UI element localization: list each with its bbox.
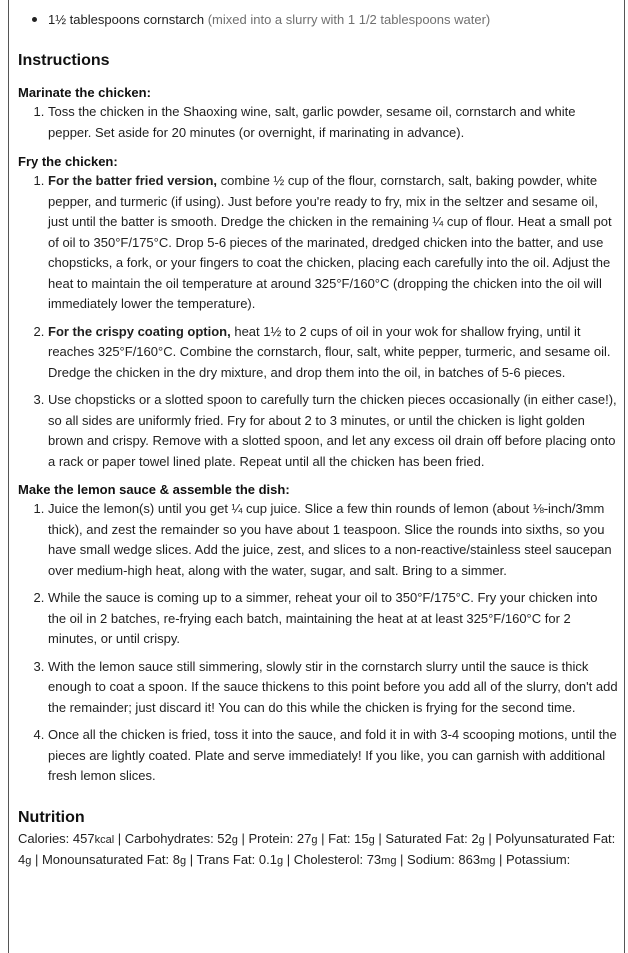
nutrition-unit: g [311,833,318,846]
nutrition-value: 4 [18,852,26,867]
right-border [624,0,625,953]
nutrition-value: 73 [366,852,382,867]
nutrition-label: Potassium: [505,852,571,867]
instruction-group-title: Marinate the chicken: [18,85,151,100]
instruction-step [48,102,618,143]
nutrition-label: Monounsaturated Fat: [41,852,173,867]
instruction-groups [18,83,618,787]
step-text: heat 1½ to 2 cups of oil in your wok for shallow frying, until it reaches 325°F/160°C. Combine the cornstarch, flour, salt, white pepper, turmeric, and sesame oil. Dredge the chicken in the dry mixture, and drop them into the oil, in batches of 5-6 pieces. [48,323,611,380]
nutrition-unit: mg [480,855,496,867]
nutrition-unit: g [25,855,32,867]
nutrition-value: 863 [458,852,481,867]
ingredient-text: 1½ tablespoons cornstarch [48,12,205,27]
step-lead: For the batter fried version, [48,173,218,188]
instruction-step [48,322,618,384]
nutrition-unit: kcal [94,833,115,846]
nutrition-label: Calories: [18,830,73,846]
nutrition-unit: g [276,855,284,867]
step-lead: For the crispy coating option, [48,323,231,339]
instruction-step [48,588,618,650]
step-text: combine ½ cup of the flour, cornstarch, salt, baking powder, white pepper, and turmeric (if using). Just before you're ready to fry, mix in the seltzer and sesame oil, just until the batter is smooth. Dredge the chicken in the remaining ¼ cup of flour. Heat a small pot of oil to 350°F/175°C. Drop 5-6 pieces of the marinated, dredged chicken into the batter, and use chopsticks, a fork, or your fingers to coat the chicken, placing each carefully into the oil. Adjust the heat to maintain the oil temperature at around 325°F/160°C (dropping the chicken into the oil will immediately lower the temperature). [48,173,612,311]
instruction-group-title: Make the lemon sauce & assemble the dish: [18,482,290,497]
nutrition-label: Carbohydrates: [124,830,218,846]
nutrition-label: Sodium: [407,852,459,867]
instructions-heading: Instructions [18,52,110,69]
nutrition-item [407,852,495,867]
nutrition-item [18,831,114,846]
nutrition-unit: mg [381,855,397,867]
step-text: Toss the chicken in the Shaoxing wine, salt, garlic powder, sesame oil, cornstarch and white pepper. Set aside for 20 minutes (or overnight, if marinating in advance). [48,104,576,140]
nutrition-heading: Nutrition [18,808,85,826]
instruction-steps [18,171,618,472]
step-text: While the sauce is coming up to a simmer, reheat your oil to 350°F/175°C. Fry your chicken into the oil in 2 batches, re-frying each batch, maintaining the heat at at least 325°F/160°C for 2 minutes, or until crispy. [48,590,598,646]
nutrition-item [42,852,186,867]
recipe-content [18,10,618,872]
instruction-steps [18,499,618,787]
instruction-group-title: Fry the chicken: [18,154,118,169]
ingredient-note: (mixed into a slurry with 1 1/2 tablespoons water) [204,12,491,27]
instruction-step [48,657,618,719]
left-border [8,0,9,953]
nutrition-facts: Calories: 457kcal | Carbohydrates: 52g | Protein: 27g | Fat: 15g | Saturated Fat: 2g | Polyunsaturated Fat: 4g | Monounsaturated Fat: 8g | Trans Fat: 0.1g | Cholesterol: 73mg | Sodium: 863mg | Potassium: [18,830,616,867]
bullet-icon [32,17,37,22]
ingredient-item [30,10,618,30]
nutrition-value: 2 [471,830,479,846]
nutrition-item [125,831,238,846]
nutrition-label: Cholesterol: [293,852,367,867]
instruction-step [48,390,618,472]
nutrition-value: 8 [172,852,181,867]
nutrition-unit: g [368,833,375,846]
nutrition-item [385,831,484,846]
step-text: With the lemon sauce still simmering, slowly stir in the cornstarch slurry until the sauce is thick enough to coat a spoon. If the sauce thickens to this point before you add all of the slurry, don't add the remainder; just discard it! You can do this while the chicken is frying for the second time. [48,658,618,715]
nutrition-value: 457 [72,830,95,846]
nutrition-unit: g [180,855,187,867]
instruction-step [48,725,618,787]
nutrition-label: Polyunsaturated Fat: [495,830,616,846]
nutrition-value: 27 [296,830,312,846]
step-text: Use chopsticks or a slotted spoon to carefully turn the chicken pieces occasionally (in either case!), so all sides are uniformly fried. Fry for about 2 to 3 minutes, or until the chicken is light golden brown and crispy. Remove with a slotted spoon, and let any excess oil drain off before placing onto a rack or paper towel lined plate. Repeat until all the chicken has been fried. [48,392,617,469]
nutrition-unit: g [231,833,238,846]
nutrition-unit: g [478,833,485,846]
nutrition-item [506,852,570,867]
instruction-step [48,499,618,581]
nutrition-item [249,831,318,846]
nutrition-label: Trans Fat: [196,852,259,867]
step-text: Juice the lemon(s) until you get ¼ cup juice. Slice a few thin rounds of lemon (about ⅛-inch/3mm thick), and zest the remainder so you have about 1 teaspoon. Slice the rounds into sixths, so you have small wedge slices. Add the juice, zest, and slices to a non-reactive/stainless steel saucepan over medium-high heat, along with the water, sugar, and salt. Bring to a simmer. [48,501,612,578]
instruction-steps [18,102,618,143]
ingredient-list [18,10,618,30]
step-text: Once all the chicken is fried, toss it into the sauce, and fold it in with 3-4 scooping motions, until the pieces are lightly coated. Plate and serve immediately! If you like, you can garnish with additional fresh lemon slices. [48,727,617,783]
nutrition-label: Saturated Fat: [385,830,472,846]
nutrition-label: Fat: [328,830,355,846]
nutrition-item [294,852,397,867]
instruction-step [48,171,618,315]
nutrition-label: Protein: [248,830,297,846]
nutrition-item [197,852,284,867]
nutrition-value: 52 [217,830,232,846]
nutrition-item [328,831,375,846]
nutrition-value: 0.1 [258,852,277,867]
nutrition-value: 15 [354,830,369,846]
